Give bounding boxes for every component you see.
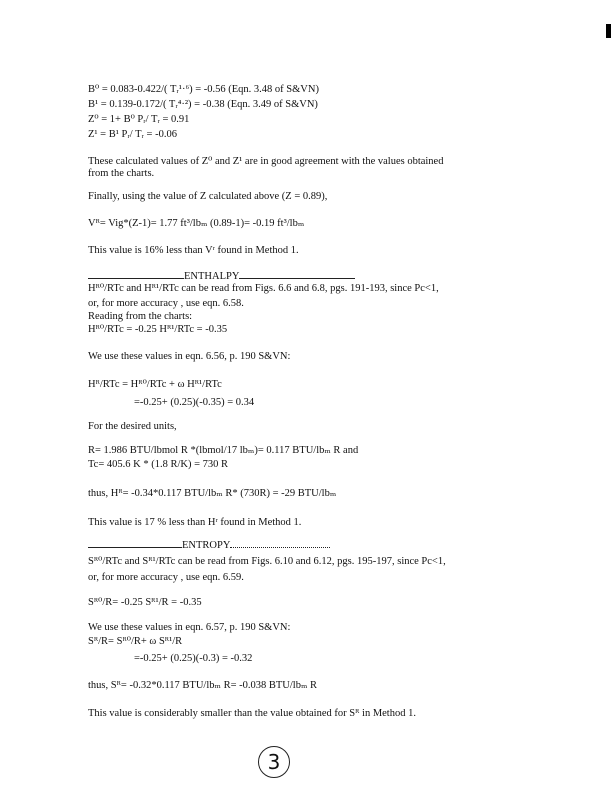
- enthalpy-line-1: Hᴿ⁰/RTc and Hᴿ¹/RTc can be read from Figs. 6.6 and 6.8, pgs. 191-193, since Pc<1,: [88, 283, 439, 294]
- agreement-line-2: from the charts.: [88, 168, 155, 179]
- vr-comparison: This value is 16% less than Vʳ found in Method 1.: [88, 245, 299, 256]
- sr-equation: thus, Sᴿ= -0.32*0.117 BTU/lbₘ R= -0.038 BTU/lbₘ R: [88, 680, 318, 691]
- enthalpy-result: =-0.25+ (0.25)(-0.35) = 0.34: [134, 397, 255, 408]
- entropy-equation: Sᴿ/R= Sᴿ⁰/R+ ω Sᴿ¹/R: [88, 636, 183, 647]
- b1-equation: B¹ = 0.139-0.172/( Tᵣ⁴·²) = -0.38 (Eqn. 3.49 of S&VN): [88, 99, 318, 110]
- entropy-heading: [88, 538, 330, 552]
- b0-equation: B⁰ = 0.083-0.422/( Tᵣ¹·⁶) = -0.56 (Eqn. 3.48 of S&VN): [88, 84, 319, 95]
- units-line-1: For the desired units,: [88, 421, 177, 432]
- enthalpy-line-5: We use these values in eqn. 6.56, p. 190 S&VN:: [88, 351, 291, 362]
- scan-edge-mark: [606, 24, 611, 38]
- enthalpy-heading: [88, 269, 355, 283]
- entropy-line-1: Sᴿ⁰/RTc and Sᴿ¹/RTc can be read from Figs. 6.10 and 6.12, pgs. 195-197, since Pc<1,: [88, 556, 446, 567]
- entropy-line-3: Sᴿ⁰/R= -0.25 Sᴿ¹/R = -0.35: [88, 597, 202, 608]
- heading-rule-left: [88, 538, 182, 548]
- heading-rule-right: [230, 538, 330, 548]
- z0-equation: Z⁰ = 1+ B⁰ Pᵣ/ Tᵣ = 0.91: [88, 114, 190, 125]
- enthalpy-line-3: Reading from the charts:: [88, 311, 193, 322]
- enthalpy-line-4: Hᴿ⁰/RTc = -0.25 Hᴿ¹/RTc = -0.35: [88, 324, 228, 335]
- entropy-title: ENTROPY: [182, 540, 231, 551]
- page-number: 3: [258, 746, 290, 778]
- heading-rule-left: [88, 269, 184, 279]
- heading-rule-right: [239, 269, 355, 279]
- agreement-line-1: These calculated values of Z⁰ and Z¹ are in good agreement with the values obtained: [88, 156, 444, 167]
- vr-equation: Vᴿ= Vig*(Z-1)= 1.77 ft³/lbₘ (0.89-1)= -0.19 ft³/lbₘ: [88, 218, 305, 229]
- hr-equation: thus, Hᴿ= -0.34*0.117 BTU/lbₘ R* (730R) = -29 BTU/lbₘ: [88, 488, 337, 499]
- entropy-line-2: or, for more accuracy , use eqn. 6.59.: [88, 572, 244, 583]
- enthalpy-equation: Hᴿ/RTc = Hᴿ⁰/RTc + ω Hᴿ¹/RTc: [88, 379, 222, 390]
- z1-equation: Z¹ = B¹ Pᵣ/ Tᵣ = -0.06: [88, 129, 177, 140]
- sr-comparison: This value is considerably smaller than the value obtained for Sᴿ in Method 1.: [88, 708, 416, 719]
- units-line-2: R= 1.986 BTU/lbmol R *(lbmol/17 lbₘ)= 0.117 BTU/lbₘ R and: [88, 445, 359, 456]
- entropy-line-4: We use these values in eqn. 6.57, p. 190 S&VN:: [88, 622, 291, 633]
- enthalpy-line-2: or, for more accuracy , use eqn. 6.58.: [88, 298, 244, 309]
- hr-comparison: This value is 17 % less than Hʳ found in Method 1.: [88, 517, 302, 528]
- enthalpy-title: ENTHALPY: [184, 271, 240, 282]
- finally-line: Finally, using the value of Z calculated above (Z = 0.89),: [88, 191, 328, 202]
- entropy-result: =-0.25+ (0.25)(-0.3) = -0.32: [134, 653, 253, 664]
- units-line-3: Tc= 405.6 K * (1.8 R/K) = 730 R: [88, 459, 229, 470]
